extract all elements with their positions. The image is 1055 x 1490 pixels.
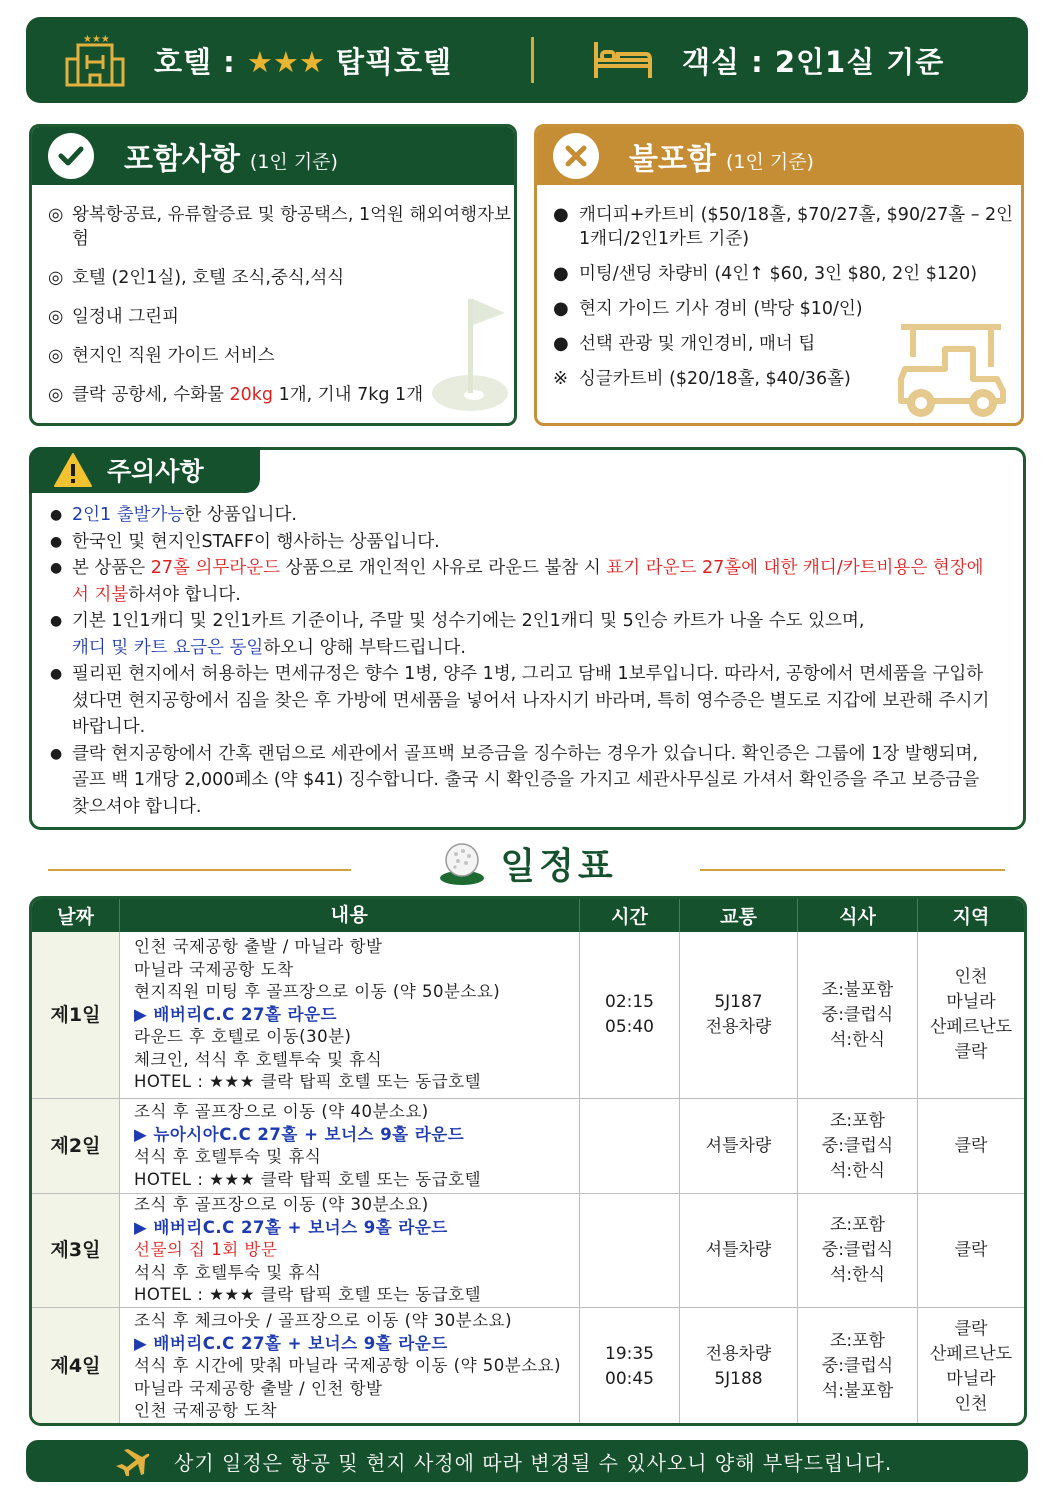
schedule-heading [0,838,1055,888]
itinerary-line: 인천 국제공항 도착 [134,1401,278,1421]
content-cell [120,1099,580,1193]
time-value: 02:15 [605,992,654,1012]
meal-value: 중:클럽식 [821,1004,894,1025]
transport-value: 전용차량 [705,1017,772,1037]
time-value: 19:35 [605,1343,654,1364]
included-box [29,124,517,426]
region-value: 클락 [954,1318,988,1339]
region-value: 클락 [954,1240,988,1260]
region-value: 인천 [954,967,988,987]
list-item: ◎ 호텔 (2인1실), 호텔 조식,중식,석식 [48,268,345,288]
itinerary-line: 인천 국제공항 출발 / 마닐라 항발 [134,937,383,957]
bed-icon [592,40,654,80]
transport-value: 전용차량 [705,1343,772,1364]
transport-value: 5J187 [714,992,763,1012]
caution-title: 주의사항 [107,457,204,486]
caution-box [29,447,1026,830]
room-label: 객실 : 2인1실 기준 [682,44,945,79]
meals-cell [798,1308,918,1425]
time-value: 00:45 [605,1368,654,1389]
itinerary-line: 라운드 후 호텔로 이동(30분) [134,1027,352,1047]
meal-value: 중:클럽식 [821,1356,894,1376]
table-header [32,899,1024,932]
region-value: 마닐라 [946,992,996,1012]
time-value: 05:40 [605,1017,654,1037]
content-cell [120,1194,580,1307]
excluded-subtitle: (1인 기준) [725,150,814,173]
itinerary-line: ▶ 배버리C.C 27홀 라운드 [134,1004,337,1024]
meal-value: 중:클럽식 [821,1240,894,1260]
footer-banner [26,1440,1028,1482]
transport-value: 셔틀차량 [705,1135,772,1156]
x-icon [553,133,599,179]
time-cell [580,932,680,1098]
hotel-info [26,17,531,103]
footer-text: 상기 일정은 항공 및 현지 사정에 따라 변경될 수 있사오니 양해 부탁드립니다. [174,1450,893,1475]
list-item: ● 필리핀 현지에서 허용하는 면세규정은 향수 1병, 양주 1병, 그리고 담배 1보루입니다. 따라서, 공항에서 면세품을 구입하셨다면 현지공항에서 짐을 찾은 후 가방에 면세품을 넣어서 나자시기 바라며, 특히 영수증은 별도로 지갑에 보관해 주시기 바랍니다. [50,664,990,737]
excluded-list [537,185,1021,391]
col-header-date: 날짜 [32,899,120,932]
hotel-stars: ★★★ [246,44,325,79]
excluded-title: 불포함 [629,142,716,177]
region-value: 산페르난도 [929,1343,1013,1364]
itinerary-line: HOTEL : ★★★ 클락 탑픽 호텔 또는 동급호텔 [134,1169,482,1189]
included-title: 포함사항 [124,142,240,177]
table-row [32,932,1024,1098]
transport-value: 셔틀차량 [705,1240,772,1260]
list-item: ● 캐디피+카트비 ($50/18홀, $70/27홀, $90/27홀 – 2인1캐디/2인1카트 기준) [553,204,1014,249]
itinerary-line: 선물의 집 1회 방문 [134,1240,278,1260]
itinerary-line: ▶ 뉴아시아C.C 27홀 + 보너스 9홀 라운드 [134,1124,465,1144]
list-item: ● 한국인 및 현지인STAFF이 행사하는 상품입니다. [50,531,440,552]
itinerary-line: 석식 후 호텔투숙 및 휴식 [134,1147,322,1166]
meal-value: 석:한식 [829,1029,885,1050]
transport-cell [680,1099,798,1193]
hotel-name: 탑픽호텔 [335,44,453,79]
list-item: ● 본 상품은 27홀 의무라운드 상품으로 개인적인 사유로 라운드 불참 시 표기 라운드 27홀에 대한 캐디/카트비용은 현장에서 지불하셔야 합니다. [50,558,984,605]
itinerary-line: HOTEL : ★★★ 클락 탑픽 호텔 또는 동급호텔 [134,1285,482,1305]
caution-list [50,502,1000,820]
itinerary-line: 조식 후 골프장으로 이동 (약 30분소요) [134,1195,429,1215]
room-info [534,17,944,103]
itinerary-line: 현지직원 미팅 후 골프장으로 이동 (약 50분소요) [134,982,501,1002]
day-cell: 제3일 [32,1194,120,1307]
itinerary-line: 마닐라 국제공항 도착 [134,959,294,979]
list-item: ◎ 클락 공항세, 수화물 20kg 1개, 기내 7kg 1개 [48,385,424,405]
itinerary-line: ▶ 배버리C.C 27홀 + 보너스 9홀 라운드 [134,1333,448,1353]
meal-value: 중:클럽식 [821,1135,894,1156]
col-header-meals: 식사 [798,899,918,932]
table-row [32,1193,1024,1307]
itinerary-line: 석식 후 호텔투숙 및 휴식 [134,1262,322,1282]
region-value: 인천 [954,1393,988,1414]
col-header-time: 시간 [580,899,680,932]
meal-value: 조:포함 [829,1215,885,1235]
check-icon [48,133,94,179]
itinerary-line: 조식 후 골프장으로 이동 (약 40분소요) [134,1102,429,1121]
included-header [32,127,514,185]
region-cell [918,932,1024,1098]
itinerary-line: 체크인, 석식 후 호텔투숙 및 휴식 [134,1049,383,1069]
meal-value: 석:불포함 [821,1381,894,1401]
list-item: ● 클락 현지공항에서 간혹 랜덤으로 세관에서 골프백 보증금을 징수하는 경우가 있습니다. 확인증은 그룹에 1장 발행되며, 골프 백 1개당 2,000페소 (약 $41) 징수합니다. 출국 시 확인증을 가지고 세관사무실로 가셔서 확인증을 주고 보증금을 찾으셔야 합니다. [50,743,980,817]
meals-cell [798,1194,918,1307]
transport-cell [680,932,798,1098]
region-value: 마닐라 [946,1368,996,1389]
meal-value: 조:포함 [829,1331,885,1351]
schedule-title: 일정표 [500,845,617,887]
meal-value: 조:포함 [829,1110,885,1131]
col-header-transport: 교통 [680,899,798,932]
itinerary-line: 마닐라 국제공항 출발 / 인천 항발 [134,1378,383,1398]
golf-ball-icon [438,840,486,886]
schedule-table [29,896,1027,1426]
content-cell [120,1308,580,1425]
day-cell: 제1일 [32,932,120,1098]
list-item: ● 현지 가이드 기사 경비 (박당 $10/인) [553,298,863,319]
list-item: ● 기본 1인1캐디 및 2인1카트 기준이나, 주말 및 성수기에는 2인1캐디 및 5인승 카트가 나올 수도 있으며, 캐디 및 카트 요금은 동일하오니 양해 부탁드립니다. [50,611,865,658]
caution-header [29,447,260,493]
day-cell: 제2일 [32,1099,120,1193]
transport-cell [680,1308,798,1425]
list-item: ● 2인1 출발가능한 상품입니다. [50,505,297,525]
region-cell [918,1099,1024,1193]
itinerary-line: HOTEL : ★★★ 클락 탑픽 호텔 또는 동급호텔 [134,1072,482,1092]
excluded-box [534,124,1024,426]
list-item: ※ 싱글카트비 ($20/18홀, $40/36홀) [553,368,851,389]
transport-cell [680,1194,798,1307]
meals-cell [798,932,918,1098]
time-cell [580,1099,680,1193]
meal-value: 조:불포함 [821,979,894,1000]
meal-value: 석:한식 [829,1265,885,1285]
list-item: ◎ 현지인 직원 가이드 서비스 [48,346,275,366]
col-header-content: 내용 [120,899,580,932]
table-body [32,932,1024,1425]
col-header-region: 지역 [952,906,990,928]
time-cell [580,1308,680,1425]
region-cell [918,1308,1024,1425]
hotel-label: 호텔 : ★★★ 탑픽호텔 [154,44,453,79]
itinerary-line: 석식 후 시간에 맞춰 마닐라 국제공항 이동 (약 50분소요) [134,1356,562,1376]
time-cell [580,1194,680,1307]
content-cell [120,932,580,1098]
table-row [32,1307,1024,1425]
heading-rule-right [700,869,1005,871]
list-item: ● 미팅/샌딩 차량비 (4인↑ $60, 3인 $80, 2인 $120) [553,263,978,284]
included-subtitle: (1인 기준) [249,150,338,173]
transport-value: 5J188 [714,1368,763,1389]
heading-rule-left [48,869,351,871]
hotel-building-icon [64,31,126,89]
included-list [32,185,514,407]
list-item: ◎ 일정내 그린피 [48,307,179,327]
header-banner [26,17,1028,103]
list-item: ● 선택 관광 및 개인경비, 매너 팁 [553,333,816,354]
list-item: ◎ 왕복항공료, 유류할증료 및 항공택스, 1억원 해외여행자보험 [48,205,511,249]
region-value: 클락 [954,1135,988,1156]
warning-icon [53,452,93,488]
region-value: 산페르난도 [929,1017,1013,1037]
itinerary-line: 조식 후 체크아웃 / 골프장으로 이동 (약 30분소요) [134,1311,513,1331]
meals-cell [798,1099,918,1193]
region-value: 클락 [954,1042,988,1062]
itinerary-line: ▶ 배버리C.C 27홀 + 보너스 9홀 라운드 [134,1217,448,1237]
meal-value: 석:한식 [829,1160,885,1181]
svg-text:★★★: ★★★ [83,34,110,45]
airplane-icon [114,1446,150,1476]
day-cell: 제4일 [32,1308,120,1425]
region-cell [918,1194,1024,1307]
excluded-header [537,127,1021,185]
table-row [32,1098,1024,1193]
